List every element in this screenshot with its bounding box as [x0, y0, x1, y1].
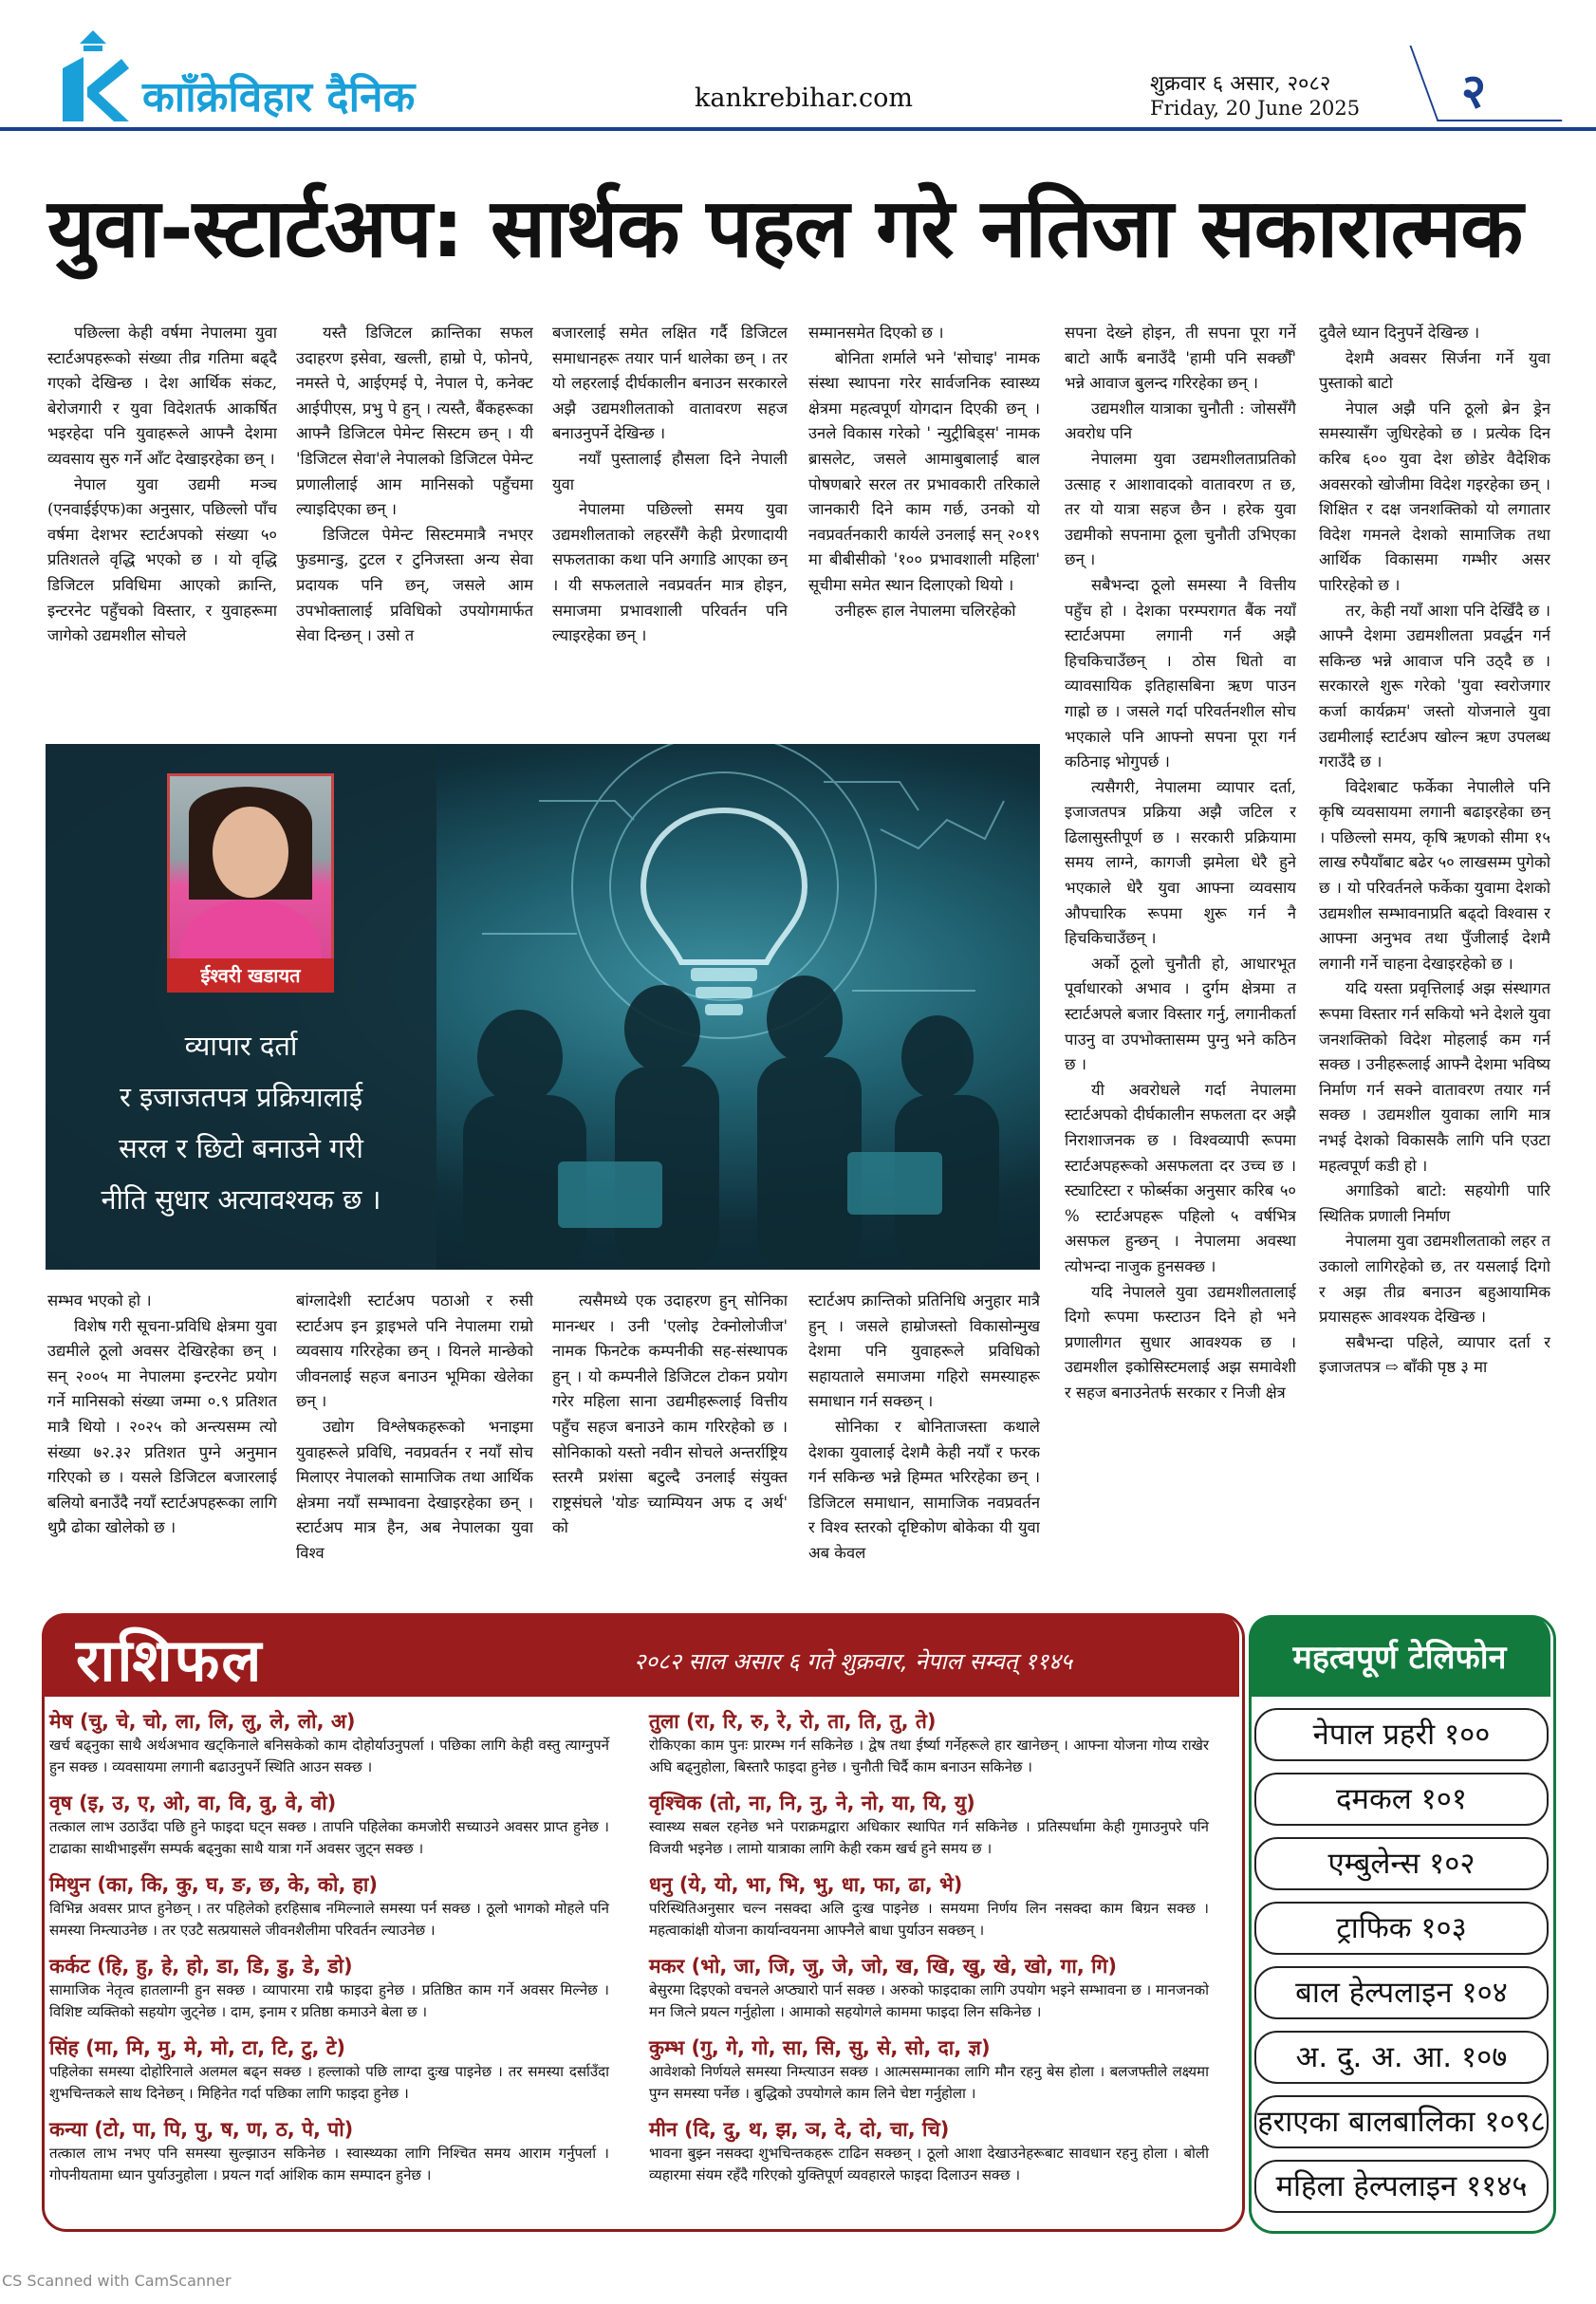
subheading: अगाडिको बाटो: सहयोगी पारि स्थितिक प्रणाली निर्माण [1319, 1181, 1550, 1225]
newspaper-name: कााँक्रेविहार दैनिक [142, 73, 416, 121]
sign-name: कन्या (टो, पा, पि, पु, ष, ण, ठ, पे, पो) [49, 2118, 354, 2141]
subheading: नयाँ पुस्तालाई हौसला दिने नेपाली युवा [552, 449, 788, 493]
horoscope-sign [649, 1871, 1209, 1953]
pull-quote-line: व्यापार दर्ता [184, 1030, 298, 1062]
paragraph: यी अवरोधले गर्दा नेपालमा स्टार्टअपको दीर्घकालीन सफलता दर अझै निराशाजनक छ । विश्वव्यापी रूपमा स्टार्टअपहरूको असफलता दर उच्च छ । स्ट्याटिस्टा र फोर्ब्सका अनुसार करिब ५० % स्टार्टअपहरू पहिलो ५ वर्षभित्र असफल हुन्छन् । नेपालमा अवस्था त्योभन्दा नाजुक हुनसक्छ । [1065, 1080, 1296, 1275]
paragraph: विदेशबाट फर्केका नेपालीले पनि कृषि व्यवसायमा लगानी बढाइरहेका छन् । पछिल्लो समय, कृषि ऋणको सीमा १५ लाख रुपैयाँबाट बढेर ५० लाखसम्म पुगेको छ । यो परिवर्तनले फर्केका युवामा देशको उद्यमशील सम्भावनाप्रति बढ्दो विश्वास र आफ्ना अनुभव तथा पुँजीलाई देशमै लगानी गर्ने चाहना देखाइरहेको छ । [1319, 777, 1550, 973]
article-column-5 [1065, 321, 1296, 1594]
horoscope-sign [49, 1953, 609, 2035]
sign-name: तुला (रा, रि, रु, रे, रो, ता, ति, तु, ते) [649, 1710, 937, 1733]
phone-item: अ. दु. अ. आ. १०७ [1254, 2031, 1549, 2084]
article-column-3-bottom [552, 1289, 788, 1598]
paragraph: बोनिता शर्माले भने 'सोचाइ' नामक संस्था स्थापना गरेर सार्वजनिक स्वास्थ्य क्षेत्रमा महत्वपूर्ण योगदान दिएकी छन् । उनले विकास गरेको ' न्युट्रीबिड्स' नामक ब्रासलेट, जसले आमाबुबालाई बाल पोषणबारे सरल तर प्रभावकारी तरिकाले जानकारी दिने काम गर्छ, उनको यो नवप्रवर्तनकारी कार्यले उनलाई सन् २०१९ मा बीबीसीको '१०० प्रभावशाली महिला' सूचीमा समेत स्थान दिलाएको थियो । [808, 348, 1040, 594]
masthead-rule [0, 127, 1596, 131]
sign-text: खर्च बढ्नुका साथै अर्थअभाव खट्किनाले बनिसकेको काम दोहोर्याउनुपर्ला । पछिका लागि केही वस्तु त्याग्नुपर्ने हुन सक्छ । व्यवसायमा लगानी बढाउनुपर्ने स्थिति आउन सक्छ । [49, 1737, 609, 1775]
article-headline: युवा-स्टार्टअप: सार्थक पहल गरे नतिजा सकारात्मक [47, 181, 1523, 276]
horoscope-title: राशिफल [76, 1626, 264, 1695]
sign-name: धनु (ये, यो, भा, भि, भु, धा, फा, ढा, भे) [649, 1873, 963, 1896]
sign-name: कर्कट (हि, हु, हे, हो, डा, डि, डु, डे, डो) [49, 1955, 353, 1978]
sign-text: तत्काल लाभ नभए पनि समस्या सुल्झाउन सकिनेछ । स्वास्थ्यका लागि निश्चित समय आराम गर्नुपर्ला । गोपनीयतामा ध्यान पुर्याउनुहोला । प्रयत्न गर्दा आंशिक काम सम्पादन हुनेछ । [49, 2145, 609, 2183]
author-portrait-icon [170, 776, 331, 958]
paragraph: डिजिटल पेमेन्ट सिस्टममात्रै नभएर फुडमान्डु, टुटल र टुनिजस्ता अन्य सेवा प्रदायक पनि छन्, जसले आम उपभोक्तालाई प्रविधिको उपयोगमार्फत सेवा दिन्छन् । उसो त [296, 525, 533, 645]
author-photo [167, 773, 334, 961]
phone-item: ट्राफिक १०३ [1254, 1902, 1549, 1955]
sign-text: आवेशको निर्णयले समस्या निम्त्याउन सक्छ । आत्मसम्मानका लागि मौन रहनु बेस होला । बलजफ्तीले लक्ष्यमा पुग्न समस्या पर्नेछ । बुद्धिको उपयोगले काम लिने चेष्टा गर्नुहोला । [649, 2063, 1209, 2102]
horoscope-sign [649, 1790, 1209, 1871]
paragraph: नेपाल युवा उद्यमी मञ्च (एनवाईईएफ)का अनुसार, पछिल्लो पाँच वर्षमा देशभर स्टार्टअपको संख्या ५० प्रतिशतले वृद्धि भएको छ । यो वृद्धि डिजिटल प्रविधिमा आएको क्रान्ति, इन्टरनेट पहुँचको विस्तार, र युवाहरूमा जागेको उद्यमशील सोचले [47, 474, 277, 645]
paragraph: यदि यस्ता प्रवृत्तिलाई अझ संस्थागत रूपमा विस्तार गर्न सकियो भने देशले युवा जनशक्तिको विदेश मोहलाई कम गर्न सक्छ । उनीहरूलाई आफ्नै देशमा भविष्य निर्माण गर्न सक्ने वातावरण तयार गर्न सक्छ । उद्यमशील युवाका लागि मात्र नभई देशको विकासकै लागि पनि एउटा महत्वपूर्ण कडी हो । [1319, 979, 1550, 1175]
horoscope-sign [49, 1708, 609, 1790]
horoscope-sign [49, 1871, 609, 1953]
sign-name: मकर (भो, जा, जि, जु, जे, जो, ख, खि, खु, खे, खो, गा, गि) [649, 1955, 1117, 1978]
horoscope-sign [649, 2116, 1209, 2198]
paragraph: बजारलाई समेत लक्षित गर्दै डिजिटल समाधानहरू तयार पार्न थालेका छन् । तर यो लहरलाई दीर्घकालीन बनाउन सरकारले अझै उद्यमशीलताको वातावरण सहज बनाउनुपर्ने देखिन्छ । [552, 324, 788, 443]
website-url: kankrebihar.com [695, 84, 914, 113]
sign-name: मिथुन (का, कि, कु, घ, ङ, छ, के, को, हा) [49, 1873, 378, 1896]
subheading: देशमै अवसर सिर्जना गर्ने युवा पुस्ताको बाटो [1319, 348, 1550, 393]
article-column-2-top [296, 321, 533, 731]
sign-text: रोकिएका काम पुनः प्रारम्भ गर्न सकिनेछ । द्वेष तथा ईर्ष्या गर्नेहरूले हार खानेछन् । आफ्ना योजना गोप्य राखेर अघि बढ्नुहोला, बिस्तारै फाइदा हुनेछ । चुनौती चिर्दै काम बनाउन सकिनेछ । [649, 1737, 1209, 1775]
paragraph: यदि नेपालले युवा उद्यमशीलतालाई दिगो रूपमा फस्टाउन दिने हो भने प्रणालीगत सुधार आवश्यक छ । उद्यमशील इकोसिस्टमलाई अझ समावेशी र सहज बनाउनेतर्फ सरकार र निजी क्षेत्र [1065, 1282, 1296, 1402]
pull-quote [57, 1020, 425, 1225]
article-column-4-top [808, 321, 1040, 731]
paragraph: दुवैले ध्यान दिनुपर्ने देखिन्छ । [1319, 324, 1480, 342]
newspaper-logo-icon [55, 30, 131, 121]
paragraph: उद्योग विश्लेषकहरूको भनाइमा युवाहरूले प्रविधि, नवप्रवर्तन र नयाँ सोच मिलाएर नेपालको सामाजिक तथा आर्थिक क्षेत्रमा नयाँ सम्भावना देखाइरहेका छन् । स्टार्टअप मात्र हैन, अब नेपालका युवा विश्व [296, 1417, 533, 1562]
sign-text: भावना बुझ्न नसक्दा शुभचिन्तकहरू टाढिन सक्छन् । ठूलो आशा देखाउनेहरूबाट सावधान रहनु होला । बोली व्यहारमा संयम रहँदै गरिएको युक्तिपूर्ण व्यवहारले फाइदा दिलाउन सक्छ । [649, 2145, 1209, 2183]
paragraph: नेपालमा पछिल्लो समय युवा उद्यमशीलताको लहरसँगै केही प्रेरणादायी सफलताका कथा पनि अगाडि आएका छन् । यी सफलताले नवप्रवर्तन मात्र होइन, समाजमा प्रभावशाली परिवर्तन पनि ल्याइरहेका छन् । [552, 500, 788, 645]
pull-quote-line: नीति सुधार अत्यावश्यक छ । [101, 1183, 381, 1216]
paragraph: तर, केही नयाँ आशा पनि देखिँदै छ । आफ्नै देशमा उद्यमशीलता प्रवर्द्धन गर्न सकिन्छ भन्ने आवाज पनि उठ्दै छ । सरकारले शुरू गरेको 'युवा स्वरोजगार कर्जा कार्यक्रम' जस्तो योजनाले युवा उद्यमीलाई स्टार्टअप खोल्न ऋण उपलब्ध गराउँदै छ । [1319, 601, 1550, 771]
pull-quote-line: र इजाजतपत्र प्रक्रियालाई [119, 1081, 363, 1113]
phone-item: हराएका बालबालिका १०९८ [1254, 2095, 1549, 2148]
article-column-3-top [552, 321, 788, 731]
subheading: उद्यमशील यात्राका चुनौती : जोससँगै अवरोध पनि [1065, 399, 1296, 443]
sign-name: वृश्चिक (तो, ना, नि, नु, ने, नो, या, यि, यु) [649, 1792, 975, 1814]
article-column-1-top [47, 321, 277, 731]
continued-note: सबैभन्दा पहिले, व्यापार दर्ता र इजाजतपत्र ⇨ बाँकी पृष्ठ ३ मा [1319, 1332, 1550, 1377]
sign-text: परिस्थितिअनुसार चल्न नसक्दा अलि दुःख पाइनेछ । समयमा निर्णय लिन नसक्दा काम बिग्रन सक्छ । महत्वाकांक्षी योजना कार्यान्वयनमा आफ्नैले बाधा पुर्याउन सक्छन् । [649, 1900, 1209, 1939]
page-number: २ [1461, 64, 1486, 119]
sign-text: सामाजिक नेतृत्व हातलाग्नी हुन सक्छ । व्यापारमा राम्रै फाइदा हुनेछ । प्रतिष्ठित काम गर्ने अवसर मिल्नेछ । विशिष्ट व्यक्तिको सहयोग जुट्नेछ । दाम, इनाम र प्रतिष्ठा कमाउने बेला छ । [49, 1981, 609, 2020]
paragraph: उनीहरू हाल नेपालमा चलिरहेको [835, 601, 1016, 620]
date-nepali: शुक्रवार ६ असार, २०८२ [1150, 72, 1331, 96]
paragraph: स्टार्टअप क्रान्तिको प्रतिनिधि अनुहार मात्रै हुन् । जसले हाम्रोजस्तो विकासोन्मुख देशमा पनि युवाहरूले प्रविधिको सहायताले समाजमा गहिरो समस्याहरू समाधान गर्न सक्छन् । [808, 1291, 1040, 1411]
phone-item: एम्बुलेन्स १०२ [1254, 1837, 1549, 1890]
paragraph: पछिल्ला केही वर्षमा नेपालमा युवा स्टार्टअपहरूको संख्या तीव्र गतिमा बढ्दै गएको देखिन्छ । देश आर्थिक संकट, बेरोजगारी र युवा विदेशतर्फ आकर्षित भइरहेदा पनि युवाहरूले आफ्नै देशमा व्यवसाय सुरु गर्ने आँट देखाइरहेका छन् । [47, 324, 277, 468]
article-column-6 [1319, 321, 1550, 1594]
article-column-4-bottom [808, 1289, 1040, 1598]
sign-text: तत्काल लाभ उठाउँदा पछि हुने फाइदा घट्न सक्छ । तापनि पहिलेका कमजोरी सच्याउने अवसर प्राप्त हुनेछ । टाढाका साथीभाइसँग सम्पर्क बढ्नुका साथै यात्रा गर्ने अवसर जुट्न सक्छ । [49, 1818, 609, 1857]
article-column-2-bottom [296, 1289, 533, 1598]
paragraph: त्यसैमध्ये एक उदाहरण हुन् सोनिका मानन्धर । उनी 'एलोइ टेक्नोलोजीज' नामक फिनटेक कम्पनीकी सह-संस्थापक हुन् । यो कम्पनीले डिजिटल टोकन प्रयोग गरेर महिला साना उद्यमीहरूलाई वित्तीय पहुँच सहज बनाउने काम गरिरहेको छ । सोनिकाको यस्तो नवीन सोचले अन्तर्राष्ट्रिय स्तरमै प्रशंसा बटुल्दै उनलाई संयुक्त राष्ट्रसंघले 'योङ च्याम्पियन अफ द अर्थ' को [552, 1291, 788, 1537]
horoscope-sign [49, 2116, 609, 2198]
sign-name: मेष (चु, चे, चो, ला, लि, लु, ले, लो, अ) [49, 1710, 356, 1733]
horoscope-left-column [49, 1708, 609, 2198]
horoscope-right-column [649, 1708, 1209, 2198]
paragraph: बांग्लादेशी स्टार्टअप पठाओ र रुसी स्टार्टअप इन ड्राइभले पनि नेपालमा राम्रो व्यवसाय गरिरहेका छन् । यिनले मान्छेको जीवनलाई सहज बनाउन भूमिका खेलेका छन् । [296, 1291, 533, 1411]
paragraph: नेपालमा युवा उद्यमशीलताप्रतिको उत्साह र आशावादको वातावरण त छ, तर यो यात्रा सहज छैन । हरेक युवा उद्यमीको सपनामा ठूला चुनौती उभिएका छन् । [1065, 449, 1296, 569]
author-name-label: ईश्वरी खडायत [167, 958, 334, 993]
phone-item: नेपाल प्रहरी १०० [1254, 1708, 1549, 1761]
horoscope-sign [49, 2035, 609, 2116]
scanner-watermark: CS Scanned with CamScanner [2, 2272, 232, 2290]
paragraph: सपना देख्ने होइन, ती सपना पूरा गर्ने बाटो आफैं बनाउँदै 'हामी पनि सक्छौँ' भन्ने आवाज बुलन्द गरिरहेका छन् । [1065, 324, 1296, 393]
paragraph: सबैभन्दा ठूलो समस्या नै वित्तीय पहुँच हो । देशका परम्परागत बैंक नयाँ स्टार्टअपमा लगानी गर्न अझै हिचकिचाउँछन् । ठोस धितो वा व्यावसायिक इतिहासबिना ऋण पाउन गाह्रो छ । जसले गर्दा परिवर्तनशील सोच भएकाले पनि आफ्नो सपना पूरा गर्न कठिनाइ भोगुपर्छ । [1065, 575, 1296, 771]
sign-name: कुम्भ (गु, गे, गो, सा, सि, सु, से, सो, दा, ज्ञ) [649, 2036, 991, 2059]
horoscope-sign [649, 1708, 1209, 1790]
paragraph: सोनिका र बोनिताजस्ता कथाले देशका युवालाई देशमै केही नयाँ र फरक गर्न सकिन्छ भन्ने हिम्मत भरिरहेका छन् । डिजिटल समाधान, सामाजिक नवप्रवर्तन र विश्व स्तरको दृष्टिकोण बोकेका यी युवा अब केवल [808, 1417, 1040, 1562]
paragraph: विशेष गरी सूचना-प्रविधि क्षेत्रमा युवा उद्यमीले ठूलो अवसर देखिरहेका छन् । सन् २००५ मा नेपालमा इन्टरनेट प्रयोग गर्ने मानिसको संख्या जम्मा ०.९ प्रतिशत मात्रै थियो । २०२५ को अन्त्यसम्म त्यो संख्या ७२.३२ प्रतिशत पुग्ने अनुमान गरिएको छ । यसले डिजिटल बजारलाई बलियो बनाउँदै नयाँ स्टार्टअपहरूका लागि थुप्रै ढोका खोलेको छ । [47, 1316, 277, 1537]
sign-name: मीन (दि, दु, थ, झ, ञ, दे, दो, चा, चि) [649, 2118, 950, 2141]
phone-item: बाल हेल्पलाइन १०४ [1254, 1966, 1549, 2019]
horoscope-sign [49, 1790, 609, 1871]
paragraph: सम्भव भएको हो । [47, 1291, 152, 1310]
paragraph: नेपाल अझै पनि ठूलो ब्रेन ड्रेन समस्यासँग जुधिरहेको छ । प्रत्येक दिन करिब ६०० युवा देश छोडेर वैदेशिक अवसरको खोजीमा विदेश गइरहेका छन् । शिक्षित र दक्ष जनशक्तिको यो लगातार विदेश गमनले देशको सामाजिक तथा आर्थिक विकासमा गम्भीर असर पारिरहेको छ । [1319, 399, 1550, 594]
paragraph: सम्मानसमेत दिएको छ । [808, 324, 944, 342]
paragraph: त्यसैगरी, नेपालमा व्यापार दर्ता, इजाजतपत्र प्रक्रिया अझै जटिल र ढिलासुस्तीपूर्ण छ । सरकारी प्रक्रियामा समय लाग्ने, कागजी झमेला धेरै हुने भएकाले धेरै युवा आफ्ना व्यवसाय औपचारिक रूपमा शुरू गर्न नै हिचकिचाउँछन् । [1065, 777, 1296, 948]
paragraph: यस्तै डिजिटल क्रान्तिका सफल उदाहरण इसेवा, खल्ती, हाम्रो पे, फोनपे, नमस्ते पे, आईएमई पे, नेपाल पे, कनेक्ट आईपीएस, प्रभु पे हुन् । त्यस्तै, बैंकहरूका आफ्नै डिजिटल पेमेन्ट सिस्टम छन् । यी 'डिजिटल सेवा'ले नेपालको डिजिटल पेमेन्ट प्रणालीलाई आम मानिसको पहुँचमा ल्याइदिएका छन् । [296, 324, 533, 519]
phone-item: महिला हेल्पलाइन ११४५ [1254, 2160, 1549, 2213]
sign-text: विभिन्न अवसर प्राप्त हुनेछन् । तर पहिलेको हरहिसाब नमिल्नाले समस्या पर्न सक्छ । ठूलो भागको मोहले पनि समस्या निम्त्याउनेछ । तर एउटै सत्प्रयासले जीवनशैलीमा परिवर्तन ल्याउनेछ । [49, 1900, 609, 1939]
sign-name: सिंह (मा, मि, मु, मे, मो, टा, टि, टु, टे) [49, 2036, 345, 2059]
horoscope-sign [649, 1953, 1209, 2035]
paragraph: नेपालमा युवा उद्यमशीलताको लहर त उकालो लागिरहेको छ, तर यसलाई दिगो र अझ तीव्र बनाउन बहुआयामिक प्रयासहरू आवश्यक देखिन्छ । [1319, 1232, 1550, 1327]
paragraph: अर्को ठूलो चुनौती हो, आधारभूत पूर्वाधारको अभाव । दुर्गम क्षेत्रमा त स्टार्टअपले बजार विस्तार गर्नु, लगानीकर्ता पाउनु वा उपभोक्तासम्म पुग्नु भने कठिन छ । [1065, 954, 1296, 1074]
sign-text: बेसुरमा दिइएको वचनले अप्ठ्यारो पार्न सक्छ । अरुको फाइदाका लागि उपयोग भइने सम्भावना छ । मानजनको मन जित्ने प्रयत्न गर्नुहोला । आमाको सहयोगले काममा फाइदा लिन सकिनेछ । [649, 1981, 1209, 2020]
pull-quote-line: सरल र छिटो बनाउने गरी [119, 1132, 363, 1164]
phone-numbers-title: महत्वपूर्ण टेलिफोन [1292, 1639, 1507, 1677]
sign-text: स्वास्थ्य सबल रहनेछ भने पराक्रमद्वारा अधिकार स्थापित गर्न सकिनेछ । प्रतिस्पर्धामा केही गुमाउनुपरे पनि विजयी भइनेछ । लामो यात्राका लागि केही रकम खर्च हुने समय छ । [649, 1818, 1209, 1857]
phone-item: दमकल १०१ [1254, 1773, 1549, 1826]
horoscope-date: २०८२ साल असार ६ गते शुक्रवार, नेपाल सम्वत् ११४५ [634, 1648, 1073, 1675]
date-english: Friday, 20 June 2025 [1150, 97, 1361, 120]
sign-text: पहिलेका समस्या दोहोरिनाले अलमल बढ्न सक्छ । हल्लाको पछि लाग्दा दुःख पाइनेछ । तर समस्या दर्साउँदा शुभचिन्तकले साथ दिनेछन् । मिहिनेत गर्दा पछिका लागि फाइदा हुनेछ । [49, 2063, 609, 2102]
sign-name: वृष (इ, उ, ए, ओ, वा, वि, वु, वे, वो) [49, 1792, 337, 1814]
horoscope-sign [649, 2035, 1209, 2116]
article-column-1-bottom [47, 1289, 277, 1598]
